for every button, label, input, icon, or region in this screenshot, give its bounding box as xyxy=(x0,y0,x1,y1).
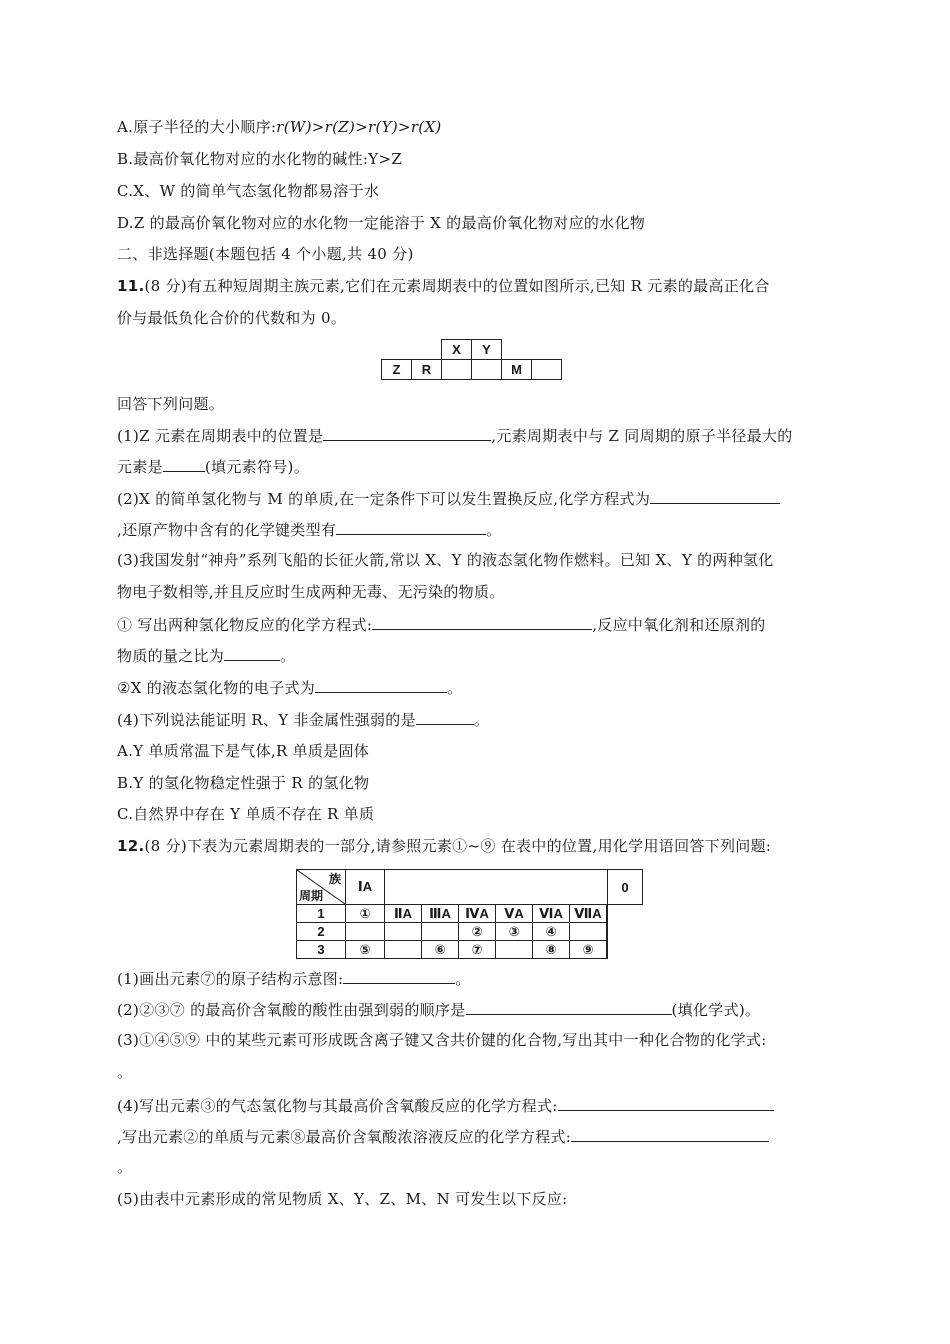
q11-choice-c: C.自然界中存在 Y 单质不存在 R 单质 xyxy=(117,805,375,823)
q11-part3-sub1-line1 xyxy=(117,614,766,635)
q11-part2-line2 xyxy=(117,519,502,540)
cell xyxy=(385,923,422,941)
answer-blank[interactable] xyxy=(224,645,280,661)
element-6: ⑥ xyxy=(422,941,459,959)
q11-p3-1-text: ① 写出两种氢化物反应的化学方程式: xyxy=(117,616,373,634)
q12-p2-text2: (填化学式)。 xyxy=(671,1001,761,1019)
option-a-formula: r(W)>r(Z)>r(Y)>r(X) xyxy=(276,118,442,136)
cell-r: R xyxy=(412,360,442,380)
header-period-label: 周期 xyxy=(299,889,324,903)
group-ia: ⅠA xyxy=(346,870,385,905)
answer-blank[interactable] xyxy=(558,1095,774,1111)
q11-part3-sub1-line2 xyxy=(117,645,295,666)
answer-blank[interactable] xyxy=(336,519,486,535)
q11-stem-line1 xyxy=(117,276,770,296)
cell-z: Z xyxy=(382,360,412,380)
q11-part3-sub2 xyxy=(117,677,462,698)
element-7: ⑦ xyxy=(459,941,496,959)
q12-part3-line2: 。 xyxy=(117,1063,133,1081)
answer-blank[interactable] xyxy=(466,999,672,1015)
q11-number: 11. xyxy=(117,277,145,295)
q11-stem-line2: 价与最低负化合价的代数和为 0。 xyxy=(117,309,347,327)
element-8: ⑧ xyxy=(533,941,570,959)
period-3: 3 xyxy=(297,941,346,959)
cell-blank xyxy=(607,905,608,923)
q12-part1 xyxy=(117,968,471,989)
element-5: ⑤ xyxy=(346,941,385,959)
option-a-text: A.原子半径的大小顺序: xyxy=(117,118,277,136)
period-1: 1 xyxy=(297,905,346,923)
answer-blank[interactable] xyxy=(416,709,474,725)
q11-part3-line1: (3)我国发射“神舟”系列飞船的长征火箭,常以 X、Y 的液态氢化物作燃料。已知 X、Y 的两种氢化 xyxy=(117,551,774,569)
q12-stem-text: (8 分)下表为元素周期表的一部分,请参照元素①~⑨ 在表中的位置,用化学用语回答下列问题: xyxy=(144,837,772,855)
cell-blank xyxy=(532,360,562,380)
element-9: ⑨ xyxy=(570,941,607,959)
cell-m: M xyxy=(502,360,532,380)
q11-p2-text2: ,还原产物中含有的化学键类型有 xyxy=(117,521,337,539)
header-group-label: 族 xyxy=(328,872,341,886)
q12-number: 12. xyxy=(117,837,145,855)
q12-p2-text: (2)②③⑦ 的最高价含氧酸的酸性由强到弱的顺序是 xyxy=(117,1001,466,1019)
section-title: 二、非选择题(本题包括 4 个小题,共 40 分) xyxy=(117,245,414,263)
q11-prompt: 回答下列问题。 xyxy=(117,395,225,413)
q11-p4-text2: 。 xyxy=(473,711,490,729)
answer-blank[interactable] xyxy=(650,488,780,504)
q11-p3-1-text4: 。 xyxy=(280,647,296,665)
element-2: ② xyxy=(459,923,496,941)
q11-position-table xyxy=(381,339,562,380)
q11-p1-text: (1)Z 元素在周期表中的位置是 xyxy=(117,427,324,445)
option-b: B.最高价氧化物对应的水化物的碱性:Y>Z xyxy=(117,150,403,168)
q12-p1-text2: 。 xyxy=(455,970,471,988)
q11-stem-text: (8 分)有五种短周期主族元素,它们在元素周期表中的位置如图所示,已知 R 元素的最高正化合 xyxy=(144,277,770,295)
q12-part3-line1: (3)①④⑤⑨ 中的某些元素可形成既含离子键又含共价键的化合物,写出其中一种化合物的化学式: xyxy=(117,1031,767,1049)
cell xyxy=(570,923,607,941)
q12-part2 xyxy=(117,999,760,1020)
q11-part4 xyxy=(117,709,489,730)
q12-stem xyxy=(117,836,771,856)
q11-p3-1-text3: 物质的量之比为 xyxy=(117,647,225,665)
group-va: ⅤA xyxy=(496,905,533,923)
q11-choice-a: A.Y 单质常温下是气体,R 单质是固体 xyxy=(117,742,370,760)
cell-x: X xyxy=(442,340,472,360)
q12-part4-line3: 。 xyxy=(117,1158,133,1176)
cell xyxy=(346,923,385,941)
period-2: 2 xyxy=(297,923,346,941)
option-c: C.X、W 的简单气态氢化物都易溶于水 xyxy=(117,182,380,200)
cell-y: Y xyxy=(472,340,502,360)
q11-choice-b: B.Y 的氢化物稳定性强于 R 的氢化物 xyxy=(117,774,370,792)
cell xyxy=(607,923,608,941)
q12-p4-text2: ,写出元素②的单质与元素⑧最高价含氧酸浓溶液反应的化学方程式: xyxy=(117,1128,572,1146)
q11-p1-text2: ,元素周期表中与 Z 同周期的原子半径最大的 xyxy=(491,427,793,445)
q11-p2-text3: 。 xyxy=(486,521,502,539)
q11-p3-2-text: ②X 的液态氢化物的电子式为 xyxy=(117,679,316,697)
q11-part1-line1 xyxy=(117,425,793,446)
group-iiia: ⅢA xyxy=(422,905,459,923)
answer-blank[interactable] xyxy=(163,456,205,472)
cell xyxy=(496,941,533,959)
cell xyxy=(607,941,608,959)
q11-p1-text3: 元素是 xyxy=(117,458,163,476)
group-via: ⅥA xyxy=(533,905,570,923)
q12-p4-text: (4)写出元素③的气态氢化物与其最高价含氧酸反应的化学方程式: xyxy=(117,1097,558,1115)
cell-blank xyxy=(472,360,502,380)
element-3: ③ xyxy=(496,923,533,941)
q12-part4-line1 xyxy=(117,1095,774,1116)
q12-p1-text: (1)画出元素⑦的原子结构示意图: xyxy=(117,970,344,988)
table-corner-header xyxy=(297,870,345,904)
cell xyxy=(422,923,459,941)
cell-blank xyxy=(442,360,472,380)
answer-blank[interactable] xyxy=(343,968,455,984)
q11-part3-line2: 物电子数相等,并且反应时生成两种无毒、无污染的物质。 xyxy=(117,583,505,601)
cell xyxy=(385,941,422,959)
q11-p1-text4: (填元素符号)。 xyxy=(204,458,310,476)
answer-blank[interactable] xyxy=(372,614,592,630)
option-d: D.Z 的最高价氧化物对应的水化物一定能溶于 X 的最高价氧化物对应的水化物 xyxy=(117,214,646,232)
element-4: ④ xyxy=(533,923,570,941)
q11-p3-2-text2: 。 xyxy=(447,679,463,697)
option-a xyxy=(117,117,442,137)
q11-part2-line1 xyxy=(117,488,780,509)
answer-blank[interactable] xyxy=(315,677,447,693)
answer-blank[interactable] xyxy=(571,1126,769,1142)
answer-blank[interactable] xyxy=(323,425,491,441)
group-iva: ⅣA xyxy=(459,905,496,923)
q12-part4-line2 xyxy=(117,1126,769,1147)
q11-p3-1-text2: ,反应中氧化剂和还原剂的 xyxy=(592,616,766,634)
element-1: ① xyxy=(346,905,385,923)
group-viia: ⅦA xyxy=(570,905,607,923)
q11-p2-text: (2)X 的简单氢化物与 M 的单质,在一定条件下可以发生置换反应,化学方程式为 xyxy=(117,490,651,508)
q11-part1-line2 xyxy=(117,456,309,477)
q12-periodic-table xyxy=(296,869,643,959)
group-iia: ⅡA xyxy=(385,905,422,923)
group-zero: 0 xyxy=(608,870,643,905)
q11-p4-text: (4)下列说法能证明 R、Y 非金属性强弱的是 xyxy=(117,711,416,729)
q12-part5: (5)由表中元素形成的常见物质 X、Y、Z、M、N 可发生以下反应: xyxy=(117,1190,568,1208)
